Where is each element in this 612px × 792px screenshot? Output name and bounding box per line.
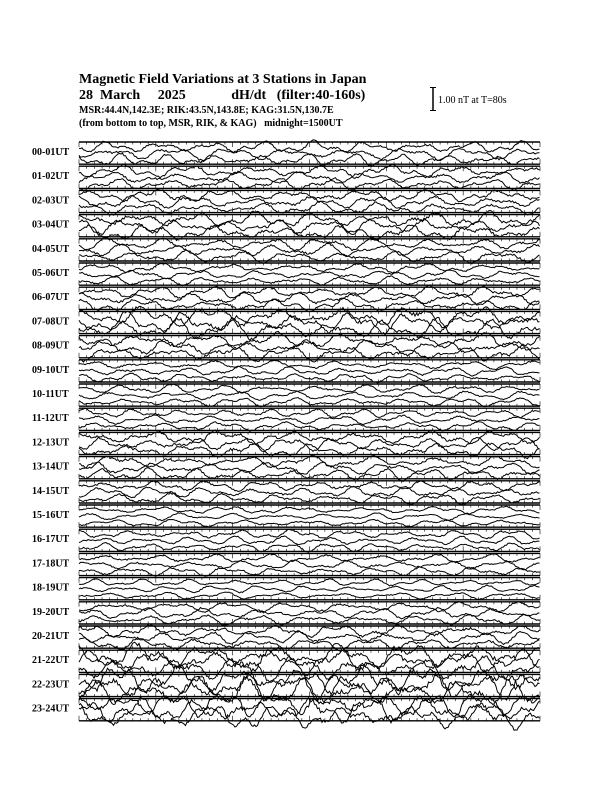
station-trace (79, 536, 540, 545)
stations-line: MSR:44.4N,142.3E; RIK:43.5N,143.8E; KAG:31.5N,130.7E (79, 105, 334, 116)
station-trace (79, 172, 540, 183)
row-label: 19-20UT (32, 606, 70, 618)
row-label: 13-14UT (32, 461, 70, 473)
row-18-19UT (32, 578, 540, 600)
row-13-14UT (32, 456, 540, 482)
row-04-05UT (32, 237, 540, 264)
row-label: 16-17UT (32, 534, 70, 546)
row-label: 04-05UT (32, 243, 70, 255)
row-label: 00-01UT (32, 147, 70, 158)
station-trace (79, 585, 540, 593)
row-label: 10-11UT (32, 389, 69, 400)
date-year: 2025 (157, 88, 186, 103)
row-label: 07-08UT (32, 316, 70, 328)
row-11-12UT (32, 408, 540, 431)
row-12-13UT (32, 430, 540, 459)
station-trace (79, 367, 540, 377)
station-order-note: (from bottom to top, MSR, RIK, & KAG) (79, 118, 257, 129)
row-label: 05-06UT (32, 268, 70, 279)
chart-title: Magnetic Field Variations at 3 Stations in Japan (79, 72, 367, 87)
row-03-04UT (32, 210, 540, 240)
row-label: 02-03UT (32, 195, 70, 207)
midnight-note: midnight=1500UT (264, 118, 343, 129)
row-label: 23-24UT (32, 703, 70, 715)
row-10-11UT (32, 384, 540, 407)
row-15-16UT (32, 505, 540, 527)
row-label: 14-15UT (32, 485, 70, 497)
row-label: 22-23UT (32, 679, 70, 691)
row-02-03UT (32, 189, 540, 215)
row-19-20UT (32, 602, 540, 626)
date-month: March (100, 88, 141, 103)
row-label: 11-12UT (32, 413, 69, 425)
row-label: 03-04UT (32, 219, 70, 231)
row-label: 12-13UT (32, 437, 70, 449)
station-trace (79, 270, 540, 279)
row-label: 20-21UT (32, 631, 70, 642)
row-label: 21-22UT (32, 655, 70, 667)
row-16-17UT (32, 529, 540, 552)
row-01-02UT (32, 164, 540, 190)
quantity-label: dH/dt (231, 88, 267, 103)
station-trace (79, 391, 540, 400)
row-label: 01-02UT (32, 171, 70, 183)
row-17-18UT (32, 553, 540, 576)
row-00-01UT (32, 140, 540, 166)
date-day: 28 (79, 88, 93, 103)
station-trace (79, 243, 540, 256)
row-label: 09-10UT (32, 364, 70, 376)
row-20-21UT (32, 625, 540, 652)
row-14-15UT (32, 481, 540, 505)
row-06-07UT (32, 285, 540, 311)
filter-label: (filter:40-160s) (276, 88, 366, 103)
scale-label: 1.00 nT at T=80s (438, 95, 507, 106)
row-label: 18-19UT (32, 582, 70, 594)
row-label: 06-07UT (32, 292, 70, 304)
row-label: 08-09UT (32, 340, 70, 352)
row-label: 15-16UT (32, 510, 70, 521)
row-label: 17-18UT (32, 558, 70, 570)
row-08-09UT (32, 332, 540, 362)
row-05-06UT (32, 263, 540, 286)
station-trace (79, 487, 540, 498)
row-09-10UT (32, 360, 540, 383)
